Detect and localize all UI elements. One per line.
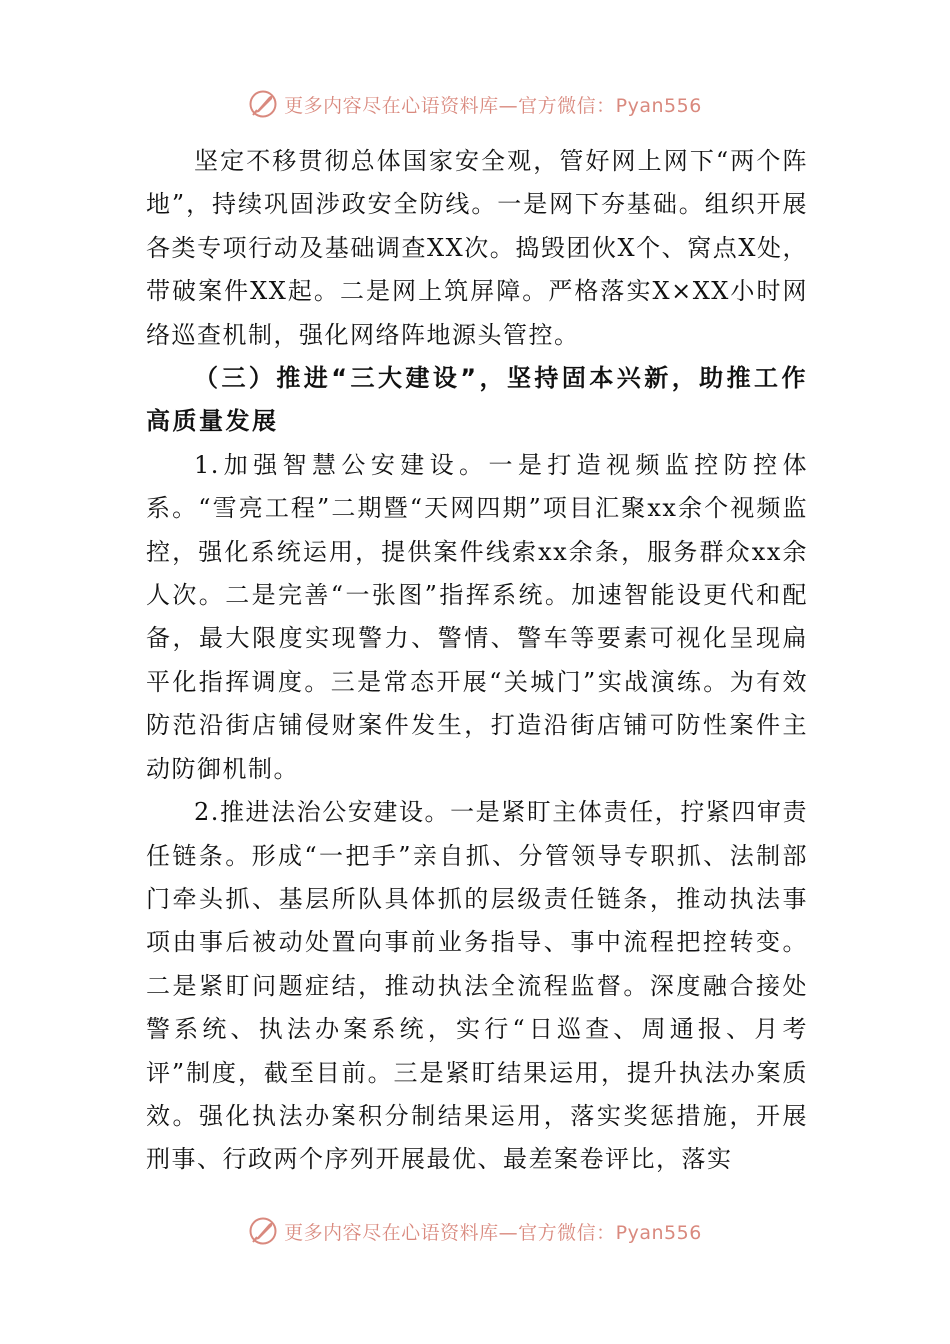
paragraph-rule-of-law-police: 2.推进法治公安建设。一是紧盯主体责任，拧紧四审责任链条。形成“一把手”亲自抓、分管领导专职抓、法制部门牵头抓、基层所队具体抓的层级责任链条，推动执法事项由事后被动处置向事前业务指导、事中流程把控转变。二是紧盯问题症结，推动执法全流程监督。深度融合接处警系统、执法办案系统，实行“日巡查、周通报、月考评”制度，截至目前。三是紧盯结果运用，提升执法办案质效。强化执法办案积分制结果运用，落实奖惩措施，开展刑事、行政两个序列开展最优、最差案卷评比，落实 [146,798,808,1174]
quill-logo-icon [248,1216,278,1246]
footer-watermark [0,1211,950,1251]
header-watermark [0,84,950,124]
paragraph-national-security: 坚定不移贯彻总体国家安全观，管好网上网下“两个阵地”，持续巩固涉政安全防线。一是网下夯基础。组织开展各类专项行动及基础调查XX次。捣毁团伙X个、窝点X处，带破案件XX起。二是网上筑屏障。严格落实X×XX小时网络巡查机制，强化网络阵地源头管控。 [146,147,808,349]
quill-logo-icon [248,89,278,119]
paragraph-smart-police: 1.加强智慧公安建设。一是打造视频监控防控体系。“雪亮工程”二期暨“天网四期”项目汇聚xx余个视频监控，强化系统运用，提供案件线索xx余条，服务群众xx余人次。二是完善“一张图”指挥系统。加速智能设更代和配备，最大限度实现警力、警情、警车等要素可视化呈现扁平化指挥调度。三是常态开展“关城门”实战演练。为有效防范沿街店铺侵财案件发生，打造沿街店铺可防性案件主动防御机制。 [146,450,808,783]
watermark-text: 更多内容尽在心语资料库—官方微信：Pyan556 [284,1221,702,1244]
watermark-text: 更多内容尽在心语资料库—官方微信：Pyan556 [284,94,702,117]
document-body [146,140,808,1182]
section-heading-three-constructions: （三）推进“三大建设”，坚持固本兴新，助推工作高质量发展 [146,364,808,436]
